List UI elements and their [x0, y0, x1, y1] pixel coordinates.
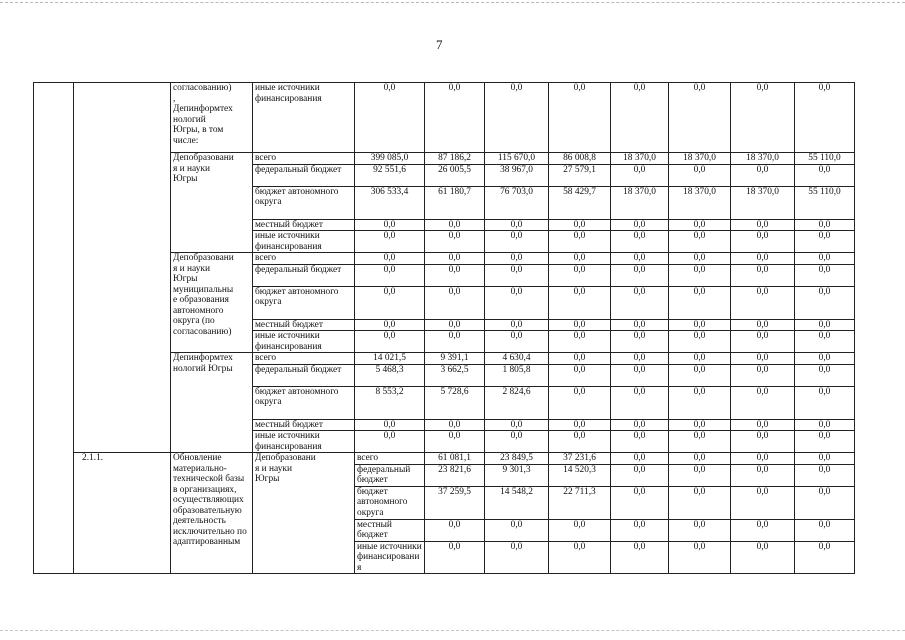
value-cell: 0,0: [669, 164, 731, 186]
value-cell: 0,0: [669, 431, 731, 453]
table-row: [34, 83, 855, 153]
value-cell: 0,0: [669, 231, 731, 253]
funding-source-cell: иные источники финансирования: [253, 231, 355, 253]
value-cell: 76 703,0: [485, 186, 549, 219]
value-cell: 0,0: [425, 319, 485, 331]
value-cell: 0,0: [669, 83, 731, 153]
value-cell: 0,0: [669, 541, 731, 574]
value-cell: 0,0: [669, 353, 731, 365]
value-cell: 0,0: [485, 519, 549, 541]
value-cell: 0,0: [485, 331, 549, 353]
value-cell: 0,0: [611, 431, 669, 453]
value-cell: 0,0: [731, 319, 795, 331]
value-cell: 0,0: [795, 386, 855, 419]
value-cell: 18 370,0: [611, 186, 669, 219]
value-cell: 26 005,5: [425, 164, 485, 186]
value-cell: 0,0: [731, 253, 795, 265]
value-cell: 0,0: [795, 486, 855, 519]
value-cell: 0,0: [611, 164, 669, 186]
value-cell: 0,0: [611, 419, 669, 431]
funding-source-cell: местный бюджет: [253, 419, 355, 431]
funding-source-cell: всего: [253, 253, 355, 265]
value-cell: 0,0: [795, 219, 855, 231]
value-cell: 27 579,1: [549, 164, 611, 186]
value-cell: 0,0: [425, 264, 485, 286]
value-cell: 0,0: [355, 231, 425, 253]
value-cell: 55 110,0: [795, 153, 855, 165]
value-cell: 0,0: [611, 331, 669, 353]
funding-source-cell: иные источники финансирования: [253, 331, 355, 353]
value-cell: 115 670,0: [485, 153, 549, 165]
value-cell: 18 370,0: [731, 153, 795, 165]
value-cell: 0,0: [795, 453, 855, 465]
value-cell: 55 110,0: [795, 186, 855, 219]
value-cell: 0,0: [795, 319, 855, 331]
funding-source-cell: иные источники финансирования: [253, 83, 355, 153]
value-cell: 23 821,6: [425, 464, 485, 486]
value-cell: 1 805,8: [485, 364, 549, 386]
value-cell: 8 553,2: [355, 386, 425, 419]
executor-cell: Депобразовани я и науки Югры: [253, 453, 355, 574]
value-cell: 0,0: [795, 364, 855, 386]
table-row: [34, 453, 855, 465]
value-cell: 0,0: [795, 231, 855, 253]
value-cell: 0,0: [485, 253, 549, 265]
value-cell: 4 630,4: [485, 353, 549, 365]
value-cell: 61 180,7: [425, 186, 485, 219]
value-cell: 14 548,2: [485, 486, 549, 519]
value-cell: 0,0: [611, 253, 669, 265]
funding-source-cell: бюджет автономного округа: [253, 286, 355, 319]
value-cell: 0,0: [355, 219, 425, 231]
value-cell: 9 391,1: [425, 353, 485, 365]
value-cell: 0,0: [731, 164, 795, 186]
funding-source-cell: иные источники финансирования: [253, 431, 355, 453]
value-cell: 0,0: [549, 331, 611, 353]
value-cell: 0,0: [611, 364, 669, 386]
funding-source-cell: бюджет автономного округа: [253, 186, 355, 219]
executor-cell: согласованию) , Депинформтех нологий Югры, в том числе:: [171, 83, 253, 153]
value-cell: 0,0: [425, 231, 485, 253]
value-cell: 0,0: [425, 219, 485, 231]
funding-source-cell: местный бюджет: [253, 319, 355, 331]
value-cell: 0,0: [669, 519, 731, 541]
funding-source-cell: местный бюджет: [355, 519, 425, 541]
value-cell: 0,0: [611, 219, 669, 231]
executor-cell: Депинформтех нологий Югры: [171, 353, 253, 453]
value-cell: 0,0: [731, 231, 795, 253]
value-cell: 0,0: [669, 219, 731, 231]
value-cell: 86 008,8: [549, 153, 611, 165]
value-cell: 0,0: [669, 331, 731, 353]
value-cell: 2 824,6: [485, 386, 549, 419]
value-cell: 0,0: [731, 464, 795, 486]
value-cell: 0,0: [485, 83, 549, 153]
value-cell: 0,0: [611, 319, 669, 331]
value-cell: 0,0: [485, 319, 549, 331]
program-name-cell: [74, 83, 171, 453]
value-cell: 0,0: [795, 253, 855, 265]
value-cell: 0,0: [549, 364, 611, 386]
value-cell: 0,0: [669, 319, 731, 331]
value-cell: 0,0: [355, 253, 425, 265]
value-cell: 18 370,0: [611, 153, 669, 165]
funding-source-cell: бюджет автономного округа: [355, 486, 425, 519]
value-cell: 0,0: [611, 353, 669, 365]
value-cell: 0,0: [731, 541, 795, 574]
funding-source-cell: всего: [253, 153, 355, 165]
value-cell: 0,0: [549, 431, 611, 453]
value-cell: 0,0: [731, 83, 795, 153]
value-cell: 0,0: [669, 486, 731, 519]
value-cell: 0,0: [485, 541, 549, 574]
value-cell: 0,0: [731, 353, 795, 365]
value-cell: 0,0: [795, 431, 855, 453]
value-cell: 0,0: [355, 419, 425, 431]
funding-source-cell: федеральный бюджет: [253, 164, 355, 186]
value-cell: 0,0: [611, 264, 669, 286]
value-cell: 22 711,3: [549, 486, 611, 519]
value-cell: 0,0: [795, 264, 855, 286]
value-cell: 0,0: [425, 83, 485, 153]
value-cell: 0,0: [549, 231, 611, 253]
value-cell: 3 662,5: [425, 364, 485, 386]
value-cell: 0,0: [485, 219, 549, 231]
value-cell: 0,0: [549, 353, 611, 365]
value-cell: 0,0: [425, 286, 485, 319]
value-cell: 0,0: [731, 431, 795, 453]
value-cell: 0,0: [731, 386, 795, 419]
funding-source-cell: иные источники финансирования: [355, 541, 425, 574]
value-cell: 0,0: [731, 286, 795, 319]
program-number-cell: [34, 83, 74, 574]
funding-source-cell: федеральный бюджет: [253, 364, 355, 386]
value-cell: 0,0: [549, 386, 611, 419]
value-cell: 0,0: [355, 431, 425, 453]
value-cell: 0,0: [611, 541, 669, 574]
program-name-cell: Обновление материально- технической базы в организациях, осуществляющих образовательную деятельность исключительно по адаптированным: [171, 453, 253, 574]
value-cell: 9 301,3: [485, 464, 549, 486]
value-cell: 0,0: [731, 331, 795, 353]
value-cell: 0,0: [795, 331, 855, 353]
value-cell: 0,0: [795, 519, 855, 541]
value-cell: 0,0: [795, 83, 855, 153]
value-cell: 0,0: [611, 83, 669, 153]
value-cell: 0,0: [611, 453, 669, 465]
value-cell: 0,0: [731, 486, 795, 519]
value-cell: 0,0: [355, 331, 425, 353]
value-cell: 0,0: [485, 231, 549, 253]
value-cell: 0,0: [731, 219, 795, 231]
value-cell: 0,0: [731, 453, 795, 465]
value-cell: 0,0: [549, 264, 611, 286]
value-cell: 306 533,4: [355, 186, 425, 219]
value-cell: 58 429,7: [549, 186, 611, 219]
value-cell: 0,0: [795, 419, 855, 431]
executor-cell: Депобразовани я и науки Югры: [171, 153, 253, 253]
value-cell: 0,0: [795, 164, 855, 186]
value-cell: 0,0: [669, 419, 731, 431]
value-cell: 0,0: [485, 286, 549, 319]
scan-top-edge: [0, 2, 905, 3]
value-cell: 0,0: [611, 386, 669, 419]
funding-source-cell: местный бюджет: [253, 219, 355, 231]
funding-source-cell: всего: [355, 453, 425, 465]
funding-source-cell: бюджет автономного округа: [253, 386, 355, 419]
value-cell: 0,0: [549, 83, 611, 153]
value-cell: 0,0: [669, 453, 731, 465]
value-cell: 0,0: [549, 319, 611, 331]
value-cell: 0,0: [611, 464, 669, 486]
value-cell: 0,0: [669, 464, 731, 486]
value-cell: 0,0: [549, 219, 611, 231]
value-cell: 0,0: [425, 541, 485, 574]
budget-table: [33, 82, 855, 574]
value-cell: 0,0: [355, 286, 425, 319]
value-cell: 0,0: [425, 419, 485, 431]
value-cell: 0,0: [425, 253, 485, 265]
scan-bottom-edge: [0, 630, 905, 631]
value-cell: 37 259,5: [425, 486, 485, 519]
value-cell: 37 231,6: [549, 453, 611, 465]
value-cell: 0,0: [611, 519, 669, 541]
value-cell: 0,0: [669, 286, 731, 319]
value-cell: 0,0: [795, 353, 855, 365]
value-cell: 0,0: [485, 419, 549, 431]
value-cell: 0,0: [669, 364, 731, 386]
value-cell: 87 186,2: [425, 153, 485, 165]
value-cell: 14 520,3: [549, 464, 611, 486]
value-cell: 0,0: [669, 264, 731, 286]
value-cell: 0,0: [549, 419, 611, 431]
program-number-cell: 2.1.1.: [74, 453, 171, 574]
funding-source-cell: всего: [253, 353, 355, 365]
value-cell: 0,0: [549, 286, 611, 319]
value-cell: 61 081,1: [425, 453, 485, 465]
value-cell: 0,0: [549, 253, 611, 265]
value-cell: 0,0: [795, 464, 855, 486]
value-cell: 0,0: [425, 331, 485, 353]
value-cell: 0,0: [731, 419, 795, 431]
value-cell: 0,0: [669, 253, 731, 265]
value-cell: 0,0: [611, 231, 669, 253]
value-cell: 0,0: [611, 486, 669, 519]
value-cell: 0,0: [611, 286, 669, 319]
value-cell: 0,0: [355, 319, 425, 331]
value-cell: 0,0: [549, 541, 611, 574]
value-cell: 0,0: [549, 519, 611, 541]
value-cell: 38 967,0: [485, 164, 549, 186]
value-cell: 23 849,5: [485, 453, 549, 465]
value-cell: 0,0: [795, 286, 855, 319]
value-cell: 0,0: [795, 541, 855, 574]
value-cell: 0,0: [731, 364, 795, 386]
value-cell: 0,0: [355, 264, 425, 286]
value-cell: 0,0: [425, 431, 485, 453]
value-cell: 14 021,5: [355, 353, 425, 365]
value-cell: 92 551,6: [355, 164, 425, 186]
value-cell: 399 085,0: [355, 153, 425, 165]
funding-source-cell: федеральный бюджет: [253, 264, 355, 286]
value-cell: 0,0: [731, 519, 795, 541]
value-cell: 18 370,0: [731, 186, 795, 219]
value-cell: 0,0: [355, 83, 425, 153]
funding-source-cell: федеральный бюджет: [355, 464, 425, 486]
value-cell: 0,0: [485, 264, 549, 286]
value-cell: 5 468,3: [355, 364, 425, 386]
value-cell: 0,0: [425, 519, 485, 541]
value-cell: 18 370,0: [669, 153, 731, 165]
value-cell: 0,0: [669, 386, 731, 419]
executor-cell: Депобразовани я и науки Югры муниципальны е образования автономного округа (по согласованию): [171, 253, 253, 353]
value-cell: 18 370,0: [669, 186, 731, 219]
value-cell: 0,0: [731, 264, 795, 286]
value-cell: 0,0: [485, 431, 549, 453]
page-number: 7: [436, 37, 443, 52]
value-cell: 5 728,6: [425, 386, 485, 419]
